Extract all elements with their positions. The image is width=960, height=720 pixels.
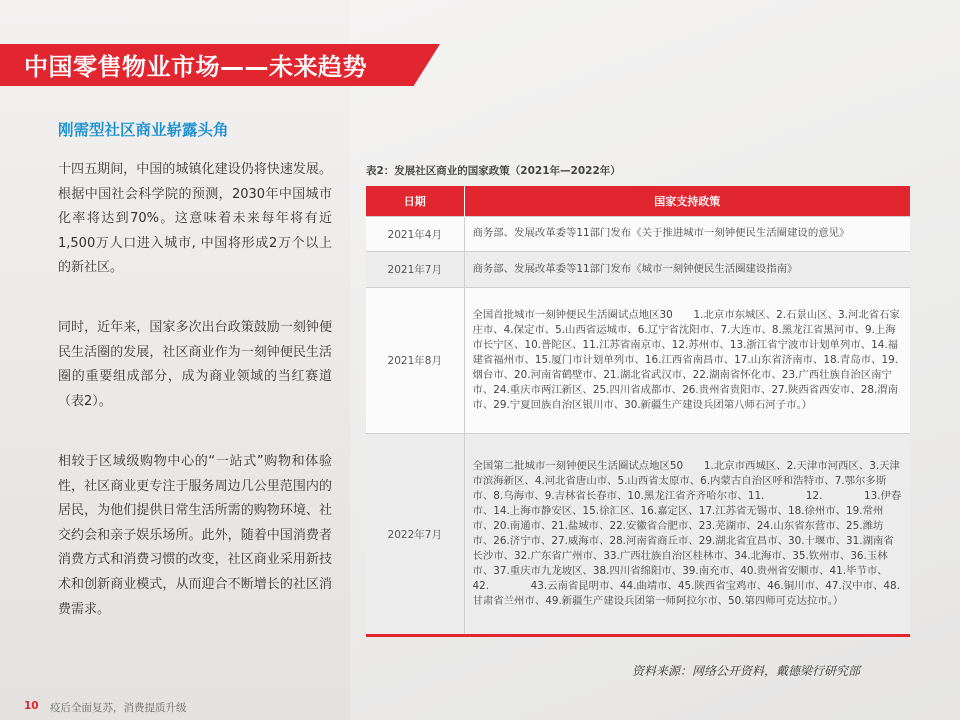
table-caption: 表2：发展社区商业的国家政策（2021年—2022年） [366,165,621,177]
table-row [366,252,910,288]
column-header-date: 日期 [366,186,464,217]
row-policy: 商务部、发展改革委等11部门发布《关于推进城市一刻钟便民生活圈建设的意见》 [464,217,910,252]
table-header-row [366,186,910,217]
row-policy: 全国首批城市一刻钟便民生活圈试点地区30 1.北京市东城区、2.石景山区、3.河北省石家庄市、4.保定市、5.山西省运城市、6.辽宁省沈阳市、7.大连市、8.黑龙江省黑河市、9.上海市长宁区、10.普陀区、11.江苏省南京市、12.苏州市、13.浙江省宁波市计划单列市、14.福建省福州市、15.厦门市计划单列市、16.江西省南昌市、17.山东省济南市、18.青岛市、19.烟台市、20.河南省鹤壁市、21.湖北省武汉市、22.湖南省怀化市、23.广西壮族自治区南宁市、24.重庆市两江新区、25.四川省成都市、26.贵州省贵阳市、27.陕西省西安市、28.渭南市、29.宁夏回族自治区银川市、30.新疆生产建设兵团第八师石河子市。） [464,288,910,434]
row-policy: 全国第二批城市一刻钟便民生活圈试点地区50 1.北京市西城区、2.天津市河西区、3.天津市滨海新区、4.河北省唐山市、5.山西省太原市、6.内蒙古自治区呼和浩特市、7.鄂尔多斯市、8.乌海市、9.吉林省长春市、10.黑龙江省齐齐哈尔市、11. 12. 13.伊春市、14.上海市静安区、15.徐汇区、16.嘉定区、17.江苏省无锡市、18.徐州市、19.常州市、20.南通市、21.盐城市、22.安徽省合肥市、23.芜湖市、24.山东省东营市、25.潍坊市、26.济宁市、27.威海市、28.河南省商丘市、29.湖北省宜昌市、30.十堰市、31.湖南省长沙市、32.广东省广州市、33.广西壮族自治区桂林市、34.北海市、35.钦州市、36.玉林市、37.重庆市九龙坡区、38.四川省绵阳市、39.南充市、40.贵州省安顺市、41.毕节市、42. 43.云南省昆明市、44.曲靖市、45.陕西省宝鸡市、46.铜川市、47.汉中市、48.甘肃省兰州市、49.新疆生产建设兵团第一师阿拉尔市、50.第四师可克达拉市。） [464,434,910,636]
policy-table [366,186,910,637]
page-title: 中国零售物业市场——未来趋势 [24,53,367,81]
row-date: 2021年4月 [366,217,464,252]
table-row [366,434,910,636]
row-date: 2021年7月 [366,252,464,288]
source-note: 资料来源：网络公开资料，戴德梁行研究部 [632,664,861,678]
column-header-policy: 国家支持政策 [464,186,910,217]
table-row [366,288,910,434]
footer-text: 疫后全面复苏，消费提质升级 [50,702,187,714]
paragraph-policy: 同时，近年来，国家多次出台政策鼓励一刻钟便民生活圈的发展，社区商业作为一刻钟便民生活圈的重要组成部分，成为商业领域的当红赛道（表2）。 [58,320,332,409]
section-heading: 刚需型社区商业崭露头角 [58,121,229,139]
page-number: 10 [24,700,39,712]
table-row [366,217,910,252]
paragraph-community-commerce: 相较于区域级购物中心的“一站式”购物和体验性，社区商业更专注于服务周边几公里范围内的居民，为他们提供日常生活所需的购物环境、社交约会和亲子娱乐场所。此外，随着中国消费者消费方式和消费习惯的改变，社区商业采用新技术和创新商业模式，从而迎合不断增长的社区消费需求。 [58,454,332,617]
row-date: 2022年7月 [366,434,464,636]
paragraph-urbanization: 十四五期间，中国的城镇化建设仍将快速发展。根据中国社会科学院的预测，2030年中国城市化率将达到70%。这意味着未来每年将有近1,500万人口进入城市, 中国将形成2万个以上的新社区。 [58,162,332,276]
row-policy: 商务部、发展改革委等11部门发布《城市一刻钟便民生活圈建设指南》 [464,252,910,288]
row-date: 2021年8月 [366,288,464,434]
